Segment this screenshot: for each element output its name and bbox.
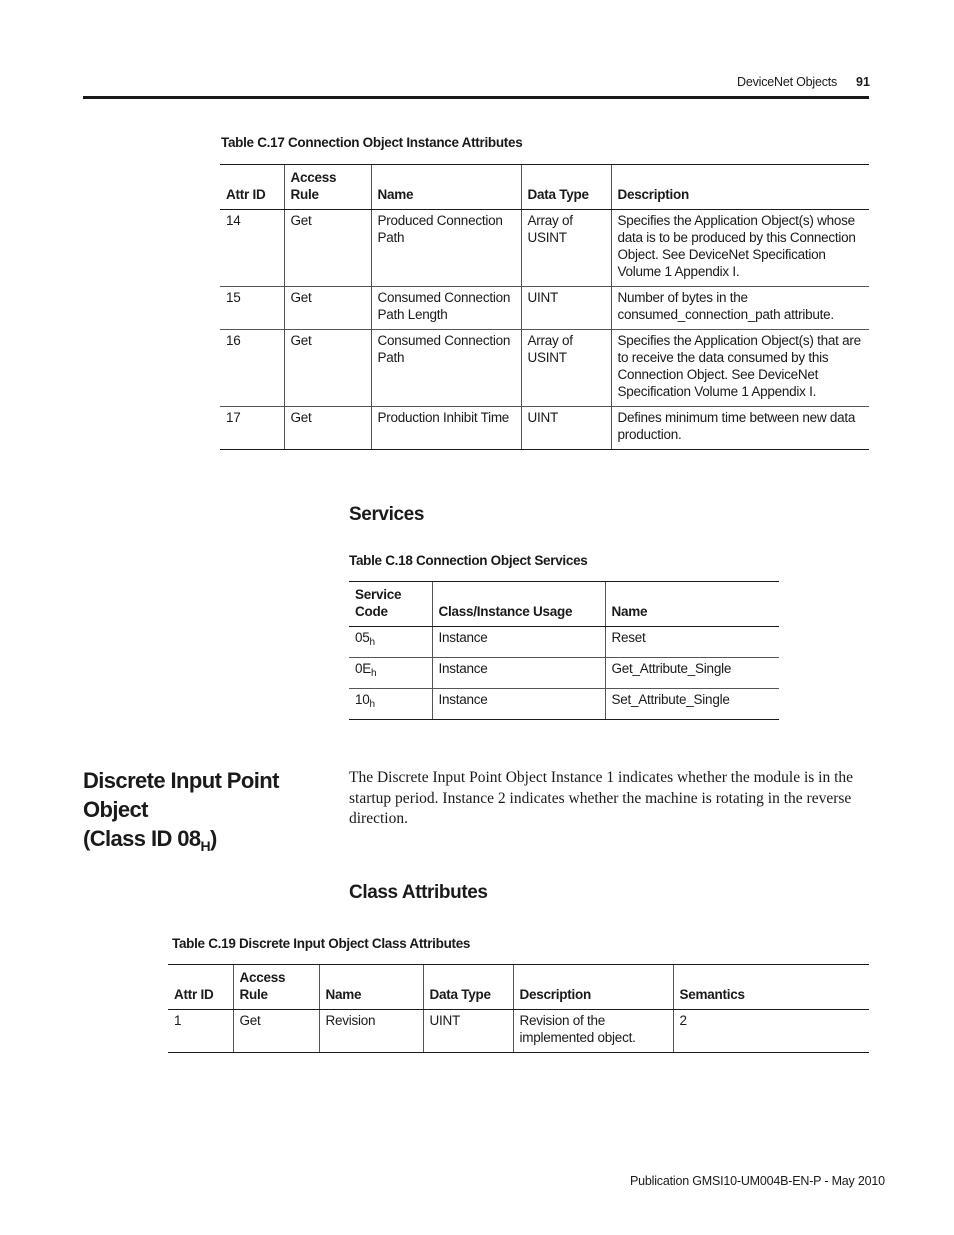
table-cell: Number of bytes in the consumed_connection_path attribute. (611, 287, 869, 330)
table-cell: Array of USINT (521, 330, 611, 407)
table-c19-caption: Table C.19 Discrete Input Object Class Attributes (172, 936, 471, 951)
table-cell: Array of USINT (521, 210, 611, 287)
table-c18-caption: Table C.18 Connection Object Services (349, 553, 588, 568)
table-cell: Consumed Connection Path Length (371, 287, 521, 330)
table-cell: 15 (220, 287, 284, 330)
table-cell: Revision (319, 1010, 423, 1053)
table-row (349, 658, 779, 689)
column-header: Attr ID (168, 965, 233, 1010)
table-cell: Consumed Connection Path (371, 330, 521, 407)
table-c19 (168, 964, 869, 1053)
column-header: Data Type (423, 965, 513, 1010)
table-cell: $0E_h$ (349, 658, 432, 689)
table-cell: Get (284, 210, 371, 287)
table-cell: $10_h$ (349, 689, 432, 720)
services-heading: Services (349, 504, 424, 525)
table-cell: Instance (432, 658, 605, 689)
table-c19-body (168, 1010, 869, 1053)
table-c18-header-row (349, 582, 779, 627)
column-header: Attr ID (220, 165, 284, 210)
table-cell: Get_Attribute_Single (605, 658, 779, 689)
table-cell: 2 (673, 1010, 869, 1053)
table-c17-body (220, 210, 869, 450)
column-header: Semantics (673, 965, 869, 1010)
table-cell: Revision of the implemented object. (513, 1010, 673, 1053)
table-cell: Instance (432, 689, 605, 720)
column-header: Name (371, 165, 521, 210)
table-cell: Specifies the Application Object(s) that are to receive the data consumed by this Connection Object. See DeviceNet Specification Volume 1 Appendix I. (611, 330, 869, 407)
table-row (349, 689, 779, 720)
running-header-section: DeviceNet Objects (737, 75, 838, 89)
table-cell: Production Inhibit Time (371, 407, 521, 450)
table-cell: UINT (521, 407, 611, 450)
column-header: Access Rule (233, 965, 319, 1010)
header-rule (83, 96, 869, 99)
section-body-text: The Discrete Input Point Object Instance 1 indicates whether the module is in the startup period. Instance 2 indicates whether the machine is rotating in the reverse direction. (349, 769, 854, 827)
table-cell: 16 (220, 330, 284, 407)
column-header: Class/Instance Usage (432, 582, 605, 627)
class-attributes-heading: Class Attributes (349, 882, 488, 903)
table-cell: UINT (423, 1010, 513, 1053)
table-cell: Specifies the Application Object(s) whose data is to be produced by this Connection Object. See DeviceNet Specification Volume 1 Appendix I. (611, 210, 869, 287)
column-header: Description (611, 165, 869, 210)
table-cell: Get (284, 407, 371, 450)
table-cell: 14 (220, 210, 284, 287)
table-c18-body (349, 627, 779, 720)
table-cell: 17 (220, 407, 284, 450)
column-header: Access Rule (284, 165, 371, 210)
table-c17 (220, 164, 869, 450)
table-cell: UINT (521, 287, 611, 330)
section-title-line2: (Class ID $08_H$) (83, 826, 217, 854)
table-cell: $05_h$ (349, 627, 432, 658)
table-row (220, 210, 869, 287)
table-c19-header-row (168, 965, 869, 1010)
table-row (220, 330, 869, 407)
section-title (83, 766, 343, 861)
table-cell: Defines minimum time between new data production. (611, 407, 869, 450)
table-cell: Set_Attribute_Single (605, 689, 779, 720)
table-row (220, 287, 869, 330)
table-row (349, 627, 779, 658)
section-title-line1: Discrete Input Point Object (83, 768, 279, 822)
column-header: Service Code (349, 582, 432, 627)
table-c17-caption: Table C.17 Connection Object Instance Attributes (221, 135, 523, 150)
table-c18 (349, 581, 779, 720)
table-row (168, 1010, 869, 1053)
table-cell: Reset (605, 627, 779, 658)
table-cell: Get (284, 287, 371, 330)
publication-footer: Publication GMSI10-UM004B-EN-P - May 2010 (630, 1174, 885, 1188)
table-cell: Get (284, 330, 371, 407)
table-cell: 1 (168, 1010, 233, 1053)
table-cell: Get (233, 1010, 319, 1053)
table-cell: Produced Connection Path (371, 210, 521, 287)
column-header: Description (513, 965, 673, 1010)
table-row (220, 407, 869, 450)
column-header: Name (319, 965, 423, 1010)
table-cell: Instance (432, 627, 605, 658)
column-header: Data Type (521, 165, 611, 210)
page-number: 91 (856, 75, 870, 89)
column-header: Name (605, 582, 779, 627)
table-c17-header-row (220, 165, 869, 210)
